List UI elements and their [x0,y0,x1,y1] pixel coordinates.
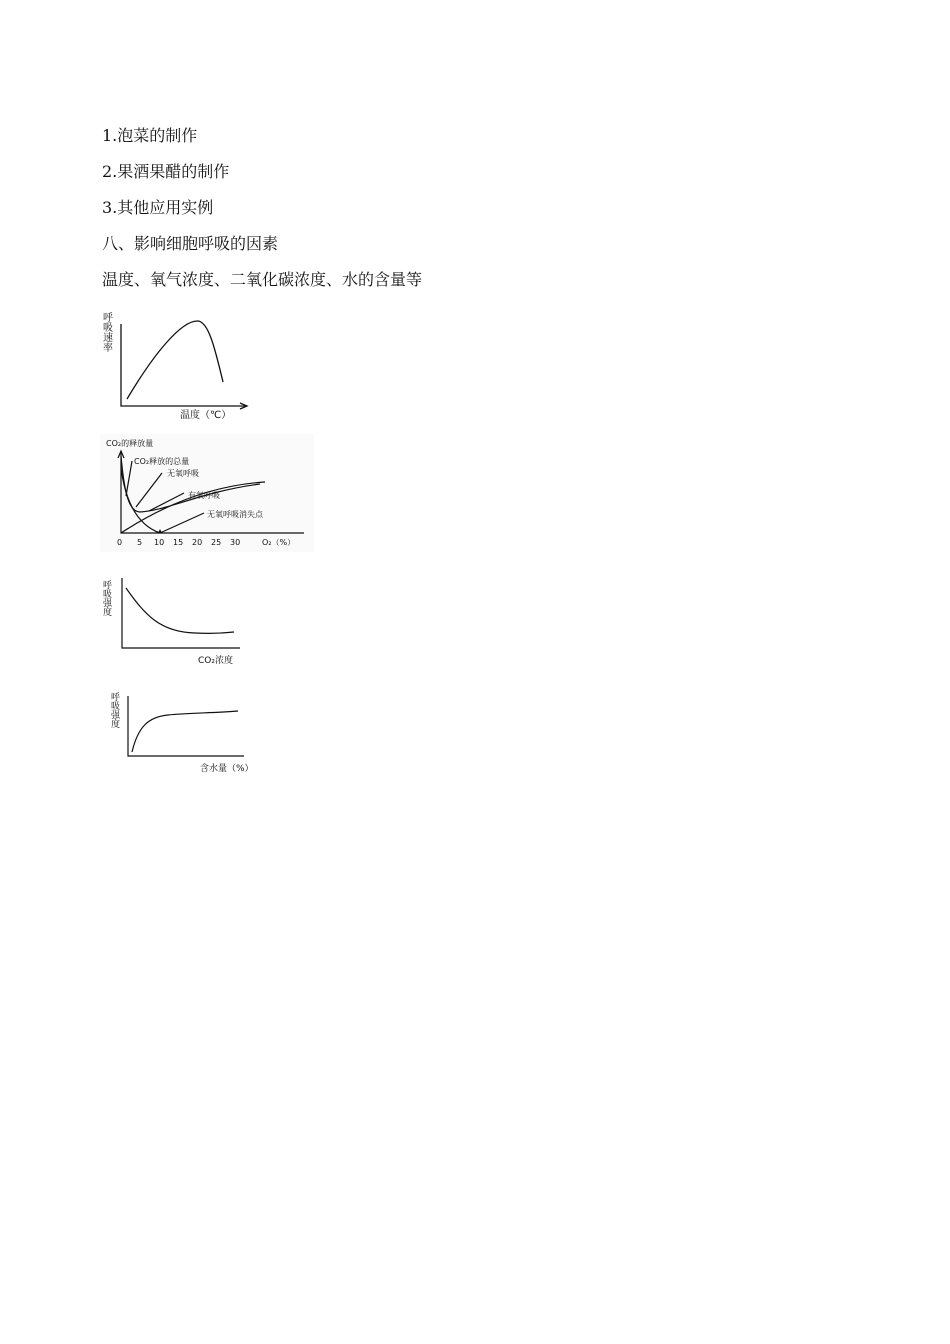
annotation-vanish: 无氧呼吸消失点 [207,510,263,519]
annotation-anaerobic: 无氧呼吸 [167,469,199,478]
x-tick-20: 20 [192,538,203,547]
oxygen-chart [100,434,314,552]
x-axis-label: CO₂浓度 [198,656,233,666]
x-axis-label: 含水量（%） [200,764,254,774]
y-axis [121,324,246,406]
section-heading: 八、影响细胞呼吸的因素 [102,234,279,253]
water-chart [108,682,258,776]
y-axis-label: 呼吸速率 [100,312,112,352]
annotation-total: CO₂释放的总量 [134,457,190,466]
text-line-3: 3.其他应用实例 [102,198,214,217]
temperature-chart [100,302,260,424]
co2-chart [100,570,250,670]
y-axis-label: 呼吸强度 [101,580,111,616]
co2-curve [126,588,234,633]
axes [128,696,244,756]
x-tick-10: 10 [154,538,165,547]
x-tick-5: 5 [137,538,143,547]
temperature-curve [127,321,223,399]
x-tick-25: 25 [211,538,222,547]
factors-line: 温度、氧气浓度、二氧化碳浓度、水的含量等 [102,270,423,289]
annotation-aerobic: 有氧呼吸 [188,491,220,500]
axes [122,578,240,648]
text-line-1: 1.泡菜的制作 [102,126,198,145]
y-axis-label: 呼吸强度 [109,692,119,728]
text-line-2: 2.果酒果醋的制作 [102,162,230,181]
y-axis-label: CO₂的释放量 [106,439,154,448]
x-axis-label: O₂（%） [262,538,296,547]
x-tick-30: 30 [230,538,241,547]
water-curve [132,711,238,752]
x-tick-0: 0 [117,538,123,547]
x-tick-15: 15 [173,538,184,547]
x-axis-label: 温度（℃） [180,410,232,421]
